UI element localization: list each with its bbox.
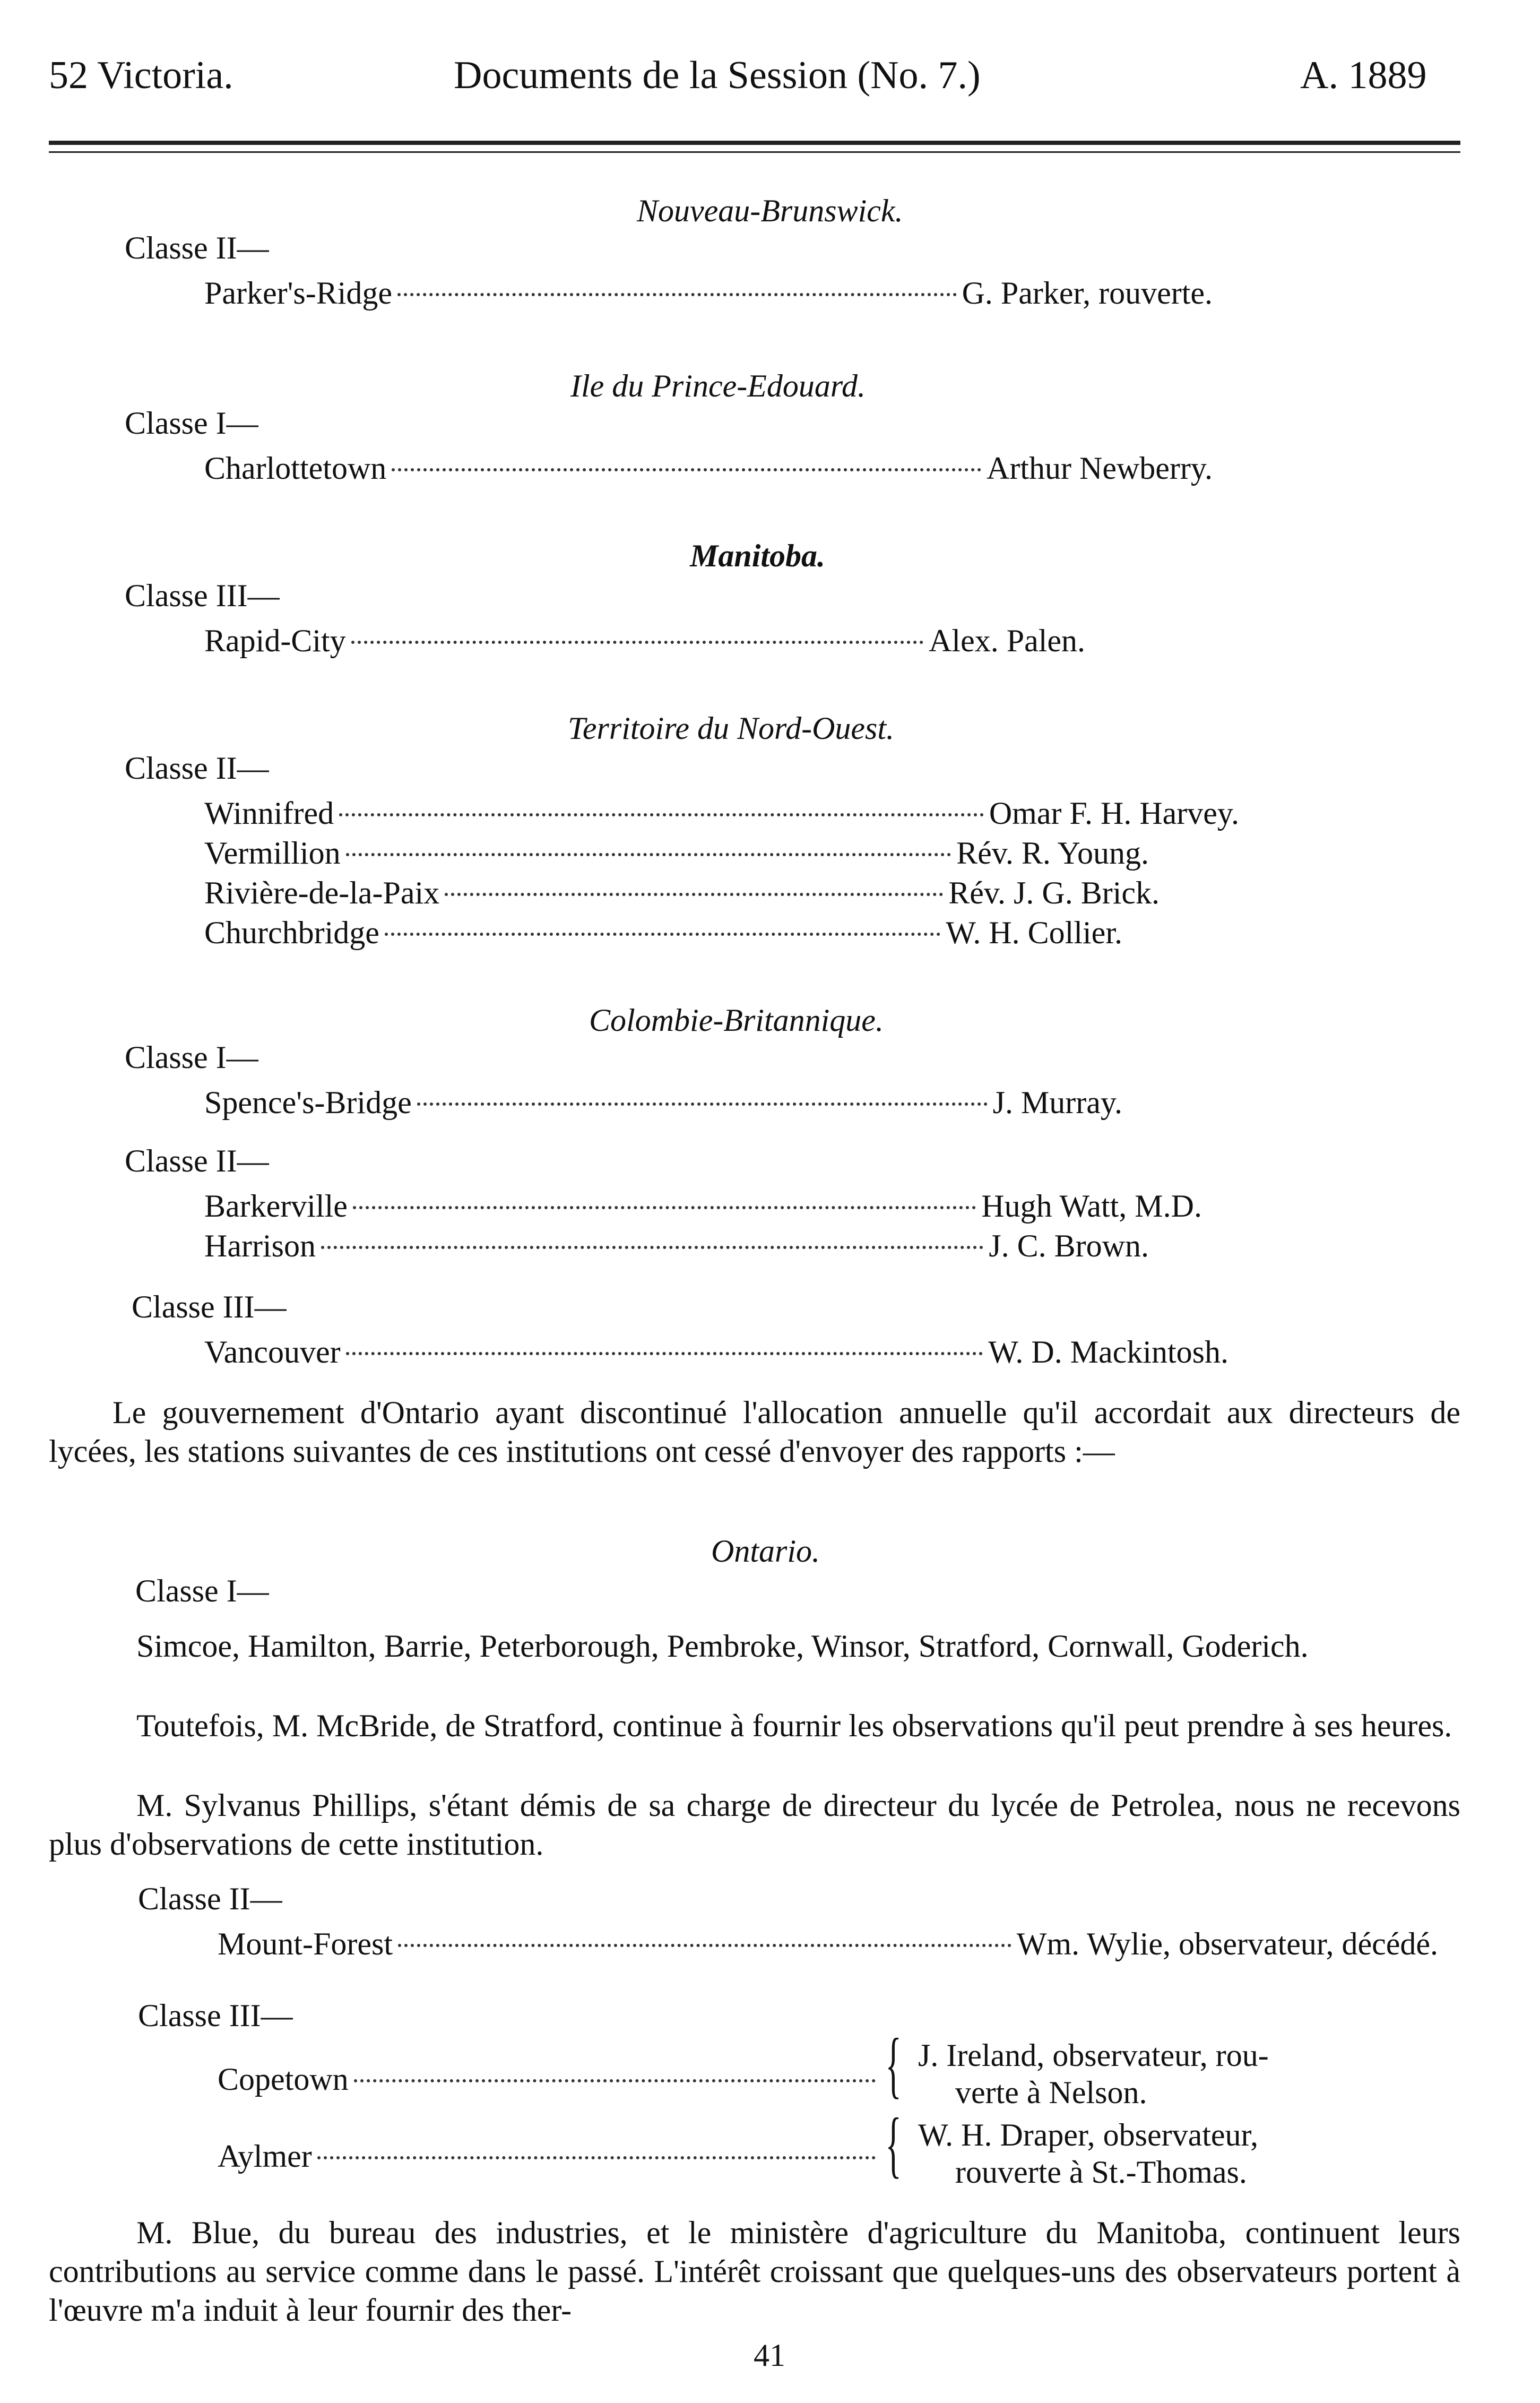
station-place: Churchbridge (204, 915, 379, 950)
station-entry (204, 449, 1213, 488)
paragraph-closing (49, 2213, 1460, 2330)
section-heading-nord-ouest: Territoire du Nord-Ouest. (568, 711, 895, 746)
station-entry (204, 913, 1122, 953)
observer-line: rouverte à St.-Thomas. (955, 2155, 1247, 2190)
running-header-right: A. 1889 (1300, 54, 1427, 97)
dot-leader (354, 2079, 876, 2082)
section-heading-ontario: Ontario. (711, 1534, 820, 1569)
station-observer: W. H. Collier. (946, 915, 1122, 950)
observer-line: J. Ireland, observateur, rou- (918, 2038, 1269, 2073)
dot-leader (397, 293, 957, 296)
station-observer: J. Murray. (992, 1085, 1122, 1120)
classe-label: Classe II— (125, 1143, 269, 1178)
dot-leader (321, 1246, 983, 1249)
observer-line: W. H. Draper, observateur, (918, 2117, 1259, 2152)
dot-leader (351, 641, 923, 644)
station-entry (204, 273, 1213, 313)
observer-line: verte à Nelson. (955, 2075, 1147, 2110)
brace-symbol: { (885, 2023, 902, 2106)
header-rule-thin (49, 151, 1460, 153)
running-header-title: Documents de la Session (No. 7.) (454, 54, 981, 97)
station-entry (218, 2137, 881, 2176)
station-observer: Rév. R. Young. (956, 836, 1149, 871)
section-heading-ipe: Ile du Prince-Edouard. (570, 368, 866, 403)
classe-label: Classe II— (125, 230, 269, 265)
station-place: Vermillion (204, 836, 341, 871)
paragraph-mcbride (49, 1707, 1460, 1745)
station-place: Rivière-de-la-Paix (204, 875, 440, 910)
classe-label: Classe I— (125, 1040, 258, 1075)
paragraph-text: M. Blue, du bureau des industries, et le ministère d'agriculture du Manitoba, continuent leurs contributions au service comme dans le passé. L'intérêt croissant que quelques-uns des observateurs portent à l'œuvre m'a induit à leur fournir des ther- (49, 2215, 1460, 2328)
dot-leader (346, 1352, 983, 1355)
station-entry (204, 1226, 1149, 1266)
station-entry (218, 1924, 1438, 1964)
section-heading-manitoba: Manitoba. (690, 538, 826, 573)
dot-leader (445, 893, 943, 896)
station-entry (218, 2060, 881, 2099)
station-entry (204, 621, 1085, 661)
station-observer: G. Parker, rouverte. (962, 275, 1213, 311)
running-header-left: 52 Victoria. (49, 54, 233, 97)
paragraph-text: Simcoe, Hamilton, Barrie, Peterborough, Pembroke, Winsor, Stratford, Cornwall, Goderich. (136, 1629, 1309, 1664)
station-place: Charlottetown (204, 451, 387, 486)
station-place: Vancouver (204, 1334, 341, 1370)
station-place: Rapid-City (204, 623, 346, 658)
classe-label: Classe III— (138, 1998, 293, 2033)
paragraph-text: Le gouvernement d'Ontario ayant discontinué l'allocation annuelle qu'il accordait aux directeurs de lycées, les stations suivantes de ces institutions ont cessé d'envoyer des rapports :— (49, 1395, 1460, 1469)
classe-label: Classe III— (125, 578, 280, 613)
dot-leader (392, 468, 981, 471)
classe-label: Classe II— (138, 1881, 282, 1916)
station-place: Parker's-Ridge (204, 275, 393, 311)
station-place: Harrison (204, 1228, 316, 1263)
station-place: Mount-Forest (218, 1926, 393, 1961)
section-heading-nouveau-brunswick: Nouveau-Brunswick. (637, 193, 903, 228)
station-entry (204, 1186, 1202, 1226)
paragraph-phillips (49, 1786, 1460, 1864)
classe-label: Classe III— (132, 1289, 287, 1324)
station-observer: Alex. Palen. (929, 623, 1085, 658)
section-heading-colombie-britannique: Colombie-Britannique. (589, 1003, 884, 1038)
brace-symbol: { (885, 2103, 902, 2185)
classe-label: Classe I— (135, 1573, 269, 1608)
dot-leader (317, 2156, 876, 2159)
paragraph-ontario-list (49, 1627, 1460, 1666)
station-observer: Hugh Watt, M.D. (981, 1188, 1202, 1224)
paragraph-text: Toutefois, M. McBride, de Stratford, continue à fournir les observations qu'il peut prendre à ses heures. (136, 1708, 1452, 1743)
station-entry (204, 794, 1239, 833)
station-place: Barkerville (204, 1188, 348, 1224)
dot-leader (339, 813, 984, 816)
station-entry (204, 1332, 1228, 1372)
dot-leader (346, 853, 951, 856)
station-place: Copetown (218, 2062, 349, 2097)
classe-label: Classe II— (125, 751, 269, 786)
page-number: 41 (754, 2338, 785, 2373)
station-observer: Wm. Wylie, observateur, décédé. (1016, 1926, 1438, 1961)
station-place: Spence's-Bridge (204, 1085, 412, 1120)
station-observer: Omar F. H. Harvey. (989, 796, 1239, 831)
dot-leader (353, 1206, 976, 1209)
paragraph-text: M. Sylvanus Phillips, s'étant démis de sa charge de directeur du lycée de Petrolea, nous ne recevons plus d'observations de cette institution. (49, 1788, 1460, 1862)
station-observer: W. D. Mackintosh. (988, 1334, 1228, 1370)
station-entry (204, 833, 1149, 873)
station-observer: J. C. Brown. (989, 1228, 1149, 1263)
station-entry (204, 1083, 1122, 1123)
station-place: Aylmer (218, 2139, 312, 2174)
classe-label: Classe I— (125, 406, 258, 441)
station-observer: Arthur Newberry. (987, 451, 1213, 486)
paragraph-ontario-intro (49, 1393, 1460, 1471)
dot-leader (385, 933, 940, 936)
dot-leader (417, 1103, 988, 1106)
dot-leader (398, 1944, 1011, 1947)
station-observer: Rév. J. G. Brick. (948, 875, 1160, 910)
station-entry (204, 873, 1160, 913)
header-rule (49, 141, 1460, 145)
station-place: Winnifred (204, 796, 334, 831)
